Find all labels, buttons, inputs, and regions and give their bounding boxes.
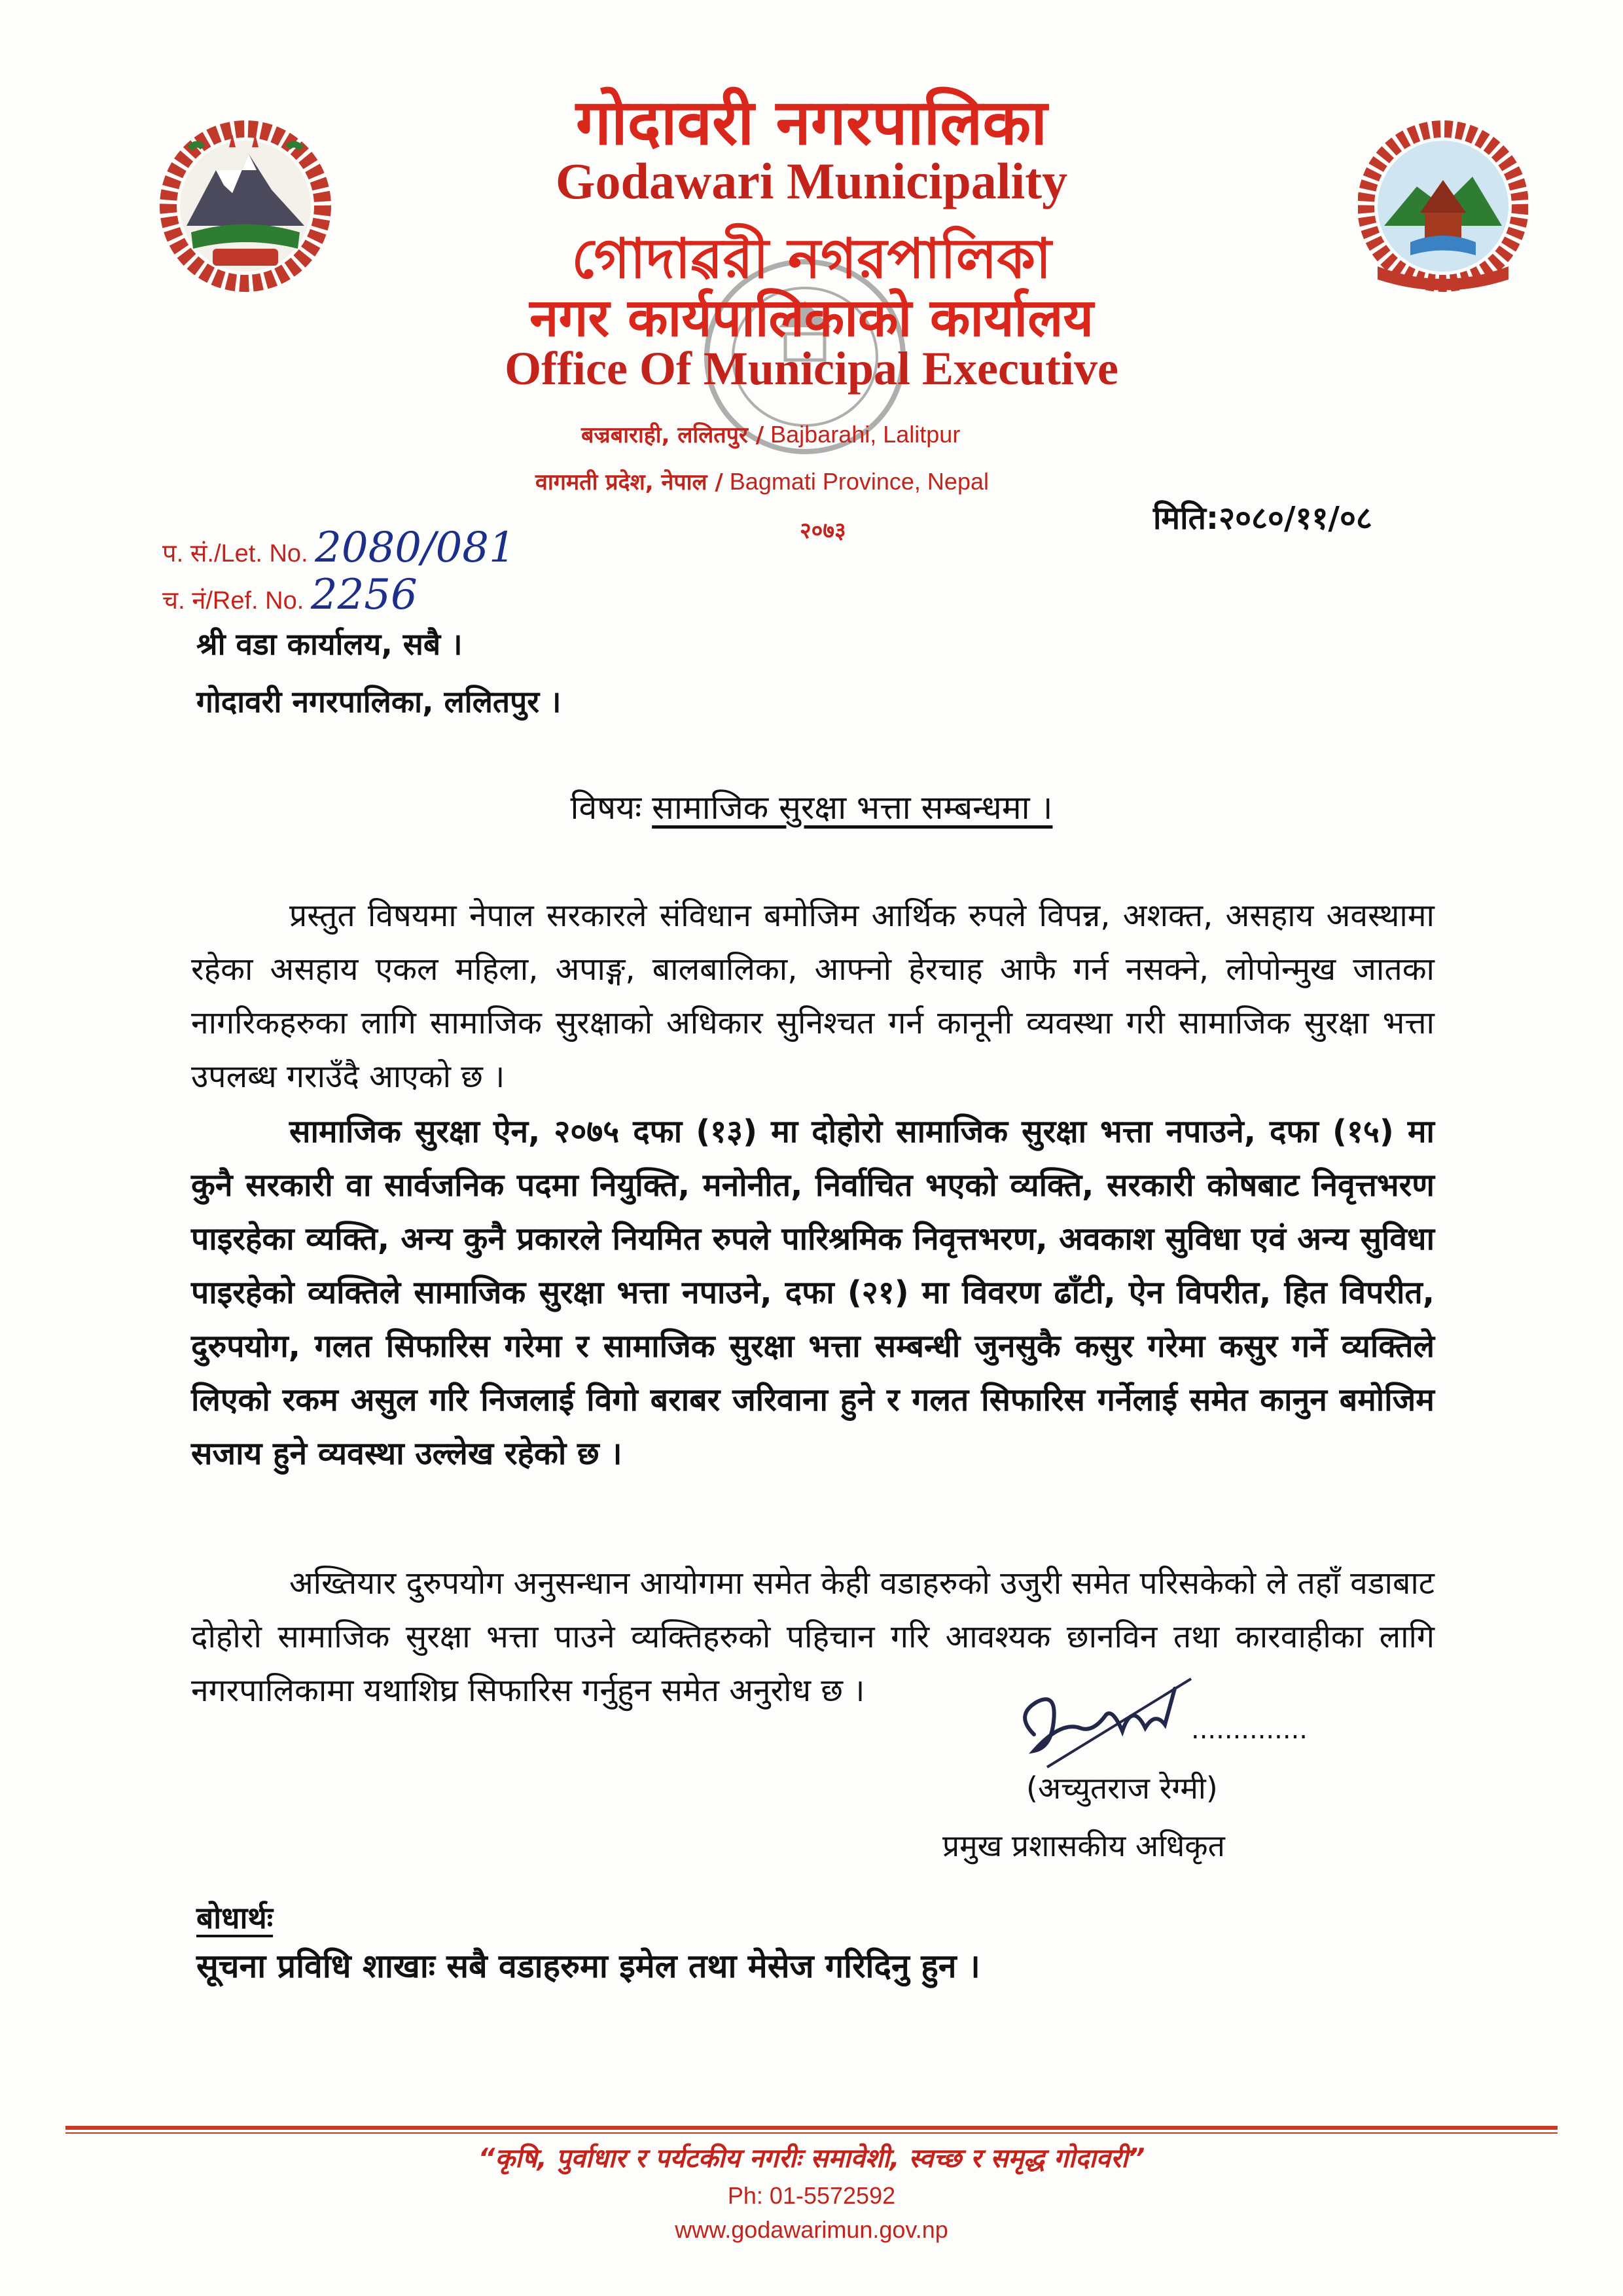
body-paragraph-3 (191, 1556, 1435, 1717)
ref-number-value: 2256 (310, 571, 418, 619)
body-paragraph-2-text: सामाजिक सुरक्षा ऐन, २०७५ दफा (१३) मा दोहोरो सामाजिक सुरक्षा भत्ता नपाउने, दफा (१५) मा कुनै सरकारी वा सार्वजनिक पदमा नियुक्ति, मनोनीत, निर्वाचित भएको व्यक्ति, सरकारी कोषबाट निवृत्तभरण पाइरहेका व्यक्ति, अन्य कुनै प्रकारले नियमित रुपले पारिश्रमिक निवृत्तभरण, अवकाश सुविधा एवं अन्य सुविधा पाइरहेको व्यक्तिले सामाजिक सुरक्षा भत्ता नपाउने, दफा (२१) मा विवरण ढाँटी, ऐन विपरीत, हित विपरीत, दुरुपयोग, गलत सिफारिस गरेमा र सामाजिक सुरक्षा भत्ता सम्बन्धी जुनसुकै कसुर गरेमा कसुर गर्ने व्यक्तिले लिएको रकम असुल गरि निजलाई विगो बराबर जरिवाना हुने र गलत सिफारिस गर्नेलाई समेत कानुन बमोजिम सजाय हुने व्यवस्था उल्लेख रहेको छ । (191, 1113, 1435, 1472)
footer-divider-thin (65, 2132, 1558, 2134)
address-line-2-english: Bagmati Province, Nepal (729, 468, 989, 495)
cc-text: सूचना प्रविधि शाखाः सबै वडाहरुमा इमेल तथा मेसेज गरिदिनु हुन । (196, 1947, 980, 1985)
signatory-name: (अच्युतराज रेग्मी) (1026, 1770, 1218, 1806)
established-year-value: २०७३ (800, 518, 846, 544)
address-line-2 (535, 466, 989, 496)
subject-label: विषयः (570, 789, 642, 827)
office-name-english: Office Of Municipal Executive (505, 342, 1118, 395)
municipality-name-newari: গোদাৱরী নগরপালিকা (571, 226, 1052, 291)
address-line-1-nepali: बज्रबाराही, ललितपुर / (581, 422, 764, 448)
footer-phone: Ph: 01-5572592 (727, 2182, 896, 2209)
letter-number-value: 2080/081 (315, 524, 516, 572)
body-paragraph-1-text: प्रस्तुत विषयमा नेपाल सरकारले संविधान बमोजिम आर्थिक रुपले विपन्न, अशक्त, असहाय अवस्थामा रहेका असहाय एकल महिला, अपाङ्ग, बालबालिका, आफ्नो हेरचाह आफै गर्न नसक्ने, लोपोन्मुख जातका नागरिकहरुका लागि सामाजिक सुरक्षाको अधिकार सुनिश्चत गर्न कानूनी व्यवस्था गरी सामाजिक सुरक्षा भत्ता उपलब्ध गराउँदै आएको छ । (191, 897, 1435, 1095)
body-paragraph-2 (191, 1105, 1435, 1480)
letter-date: मिति:२०८०/११/०८ (1153, 500, 1372, 537)
letter-number (162, 524, 516, 572)
footer-motto: “कृषि, पुर्वाधार र पर्यटकीय नगरीः समावेशी, स्वच्छ र समृद्ध गोदावरी” (478, 2144, 1145, 2174)
address-line-2-nepali: वागमती प्रदेश, नेपाल / (535, 469, 723, 495)
subject-line (0, 784, 1623, 829)
municipality-name-english: Godawari Municipality (555, 152, 1068, 209)
subject-text: सामाजिक सुरक्षा भत्ता सम्बन्धमा । (652, 789, 1053, 827)
ref-number (162, 571, 418, 619)
address-line-1-english: Bajbarahi, Lalitpur (770, 421, 961, 448)
footer-website: www.godawarimun.gov.np (675, 2216, 948, 2243)
recipient-line-2: गोदावरी नगरपालिका, ललितपुर । (196, 684, 562, 719)
footer-divider (65, 2126, 1558, 2130)
letter-number-label: प. सं./Let. No. (162, 540, 308, 567)
office-name-nepali: नगर कार्यपालिकाको कार्यालय (529, 287, 1094, 348)
recipient-line-1: श्री वडा कार्यालय, सबै । (196, 626, 463, 662)
established-year (800, 514, 846, 545)
cc-heading: बोधार्थः (196, 1900, 274, 1935)
signature-dots: .............. (1191, 1715, 1308, 1745)
ref-number-label: च. नं/Ref. No. (162, 587, 304, 615)
address-line-1 (581, 419, 960, 449)
body-paragraph-1 (191, 889, 1435, 1103)
municipality-name-nepali: गोदावरी नगरपालिका (575, 86, 1048, 159)
body-paragraph-3-text: अख्तियार दुरुपयोग अनुसन्धान आयोगमा समेत केही वडाहरुको उजुरी समेत परिसकेको ले तहाँ वडाबाट दोहोरो सामाजिक सुरक्षा भत्ता पाउने व्यक्तिहरुको पहिचान गरि आवश्यक छानविन तथा कारवाहीका लागि नगरपालिकामा यथाशिघ्र सिफारिस गर्नुहुन समेत अनुरोध छ । (191, 1565, 1435, 1709)
signatory-designation: प्रमुख प्रशासकीय अधिकृत (942, 1828, 1225, 1863)
